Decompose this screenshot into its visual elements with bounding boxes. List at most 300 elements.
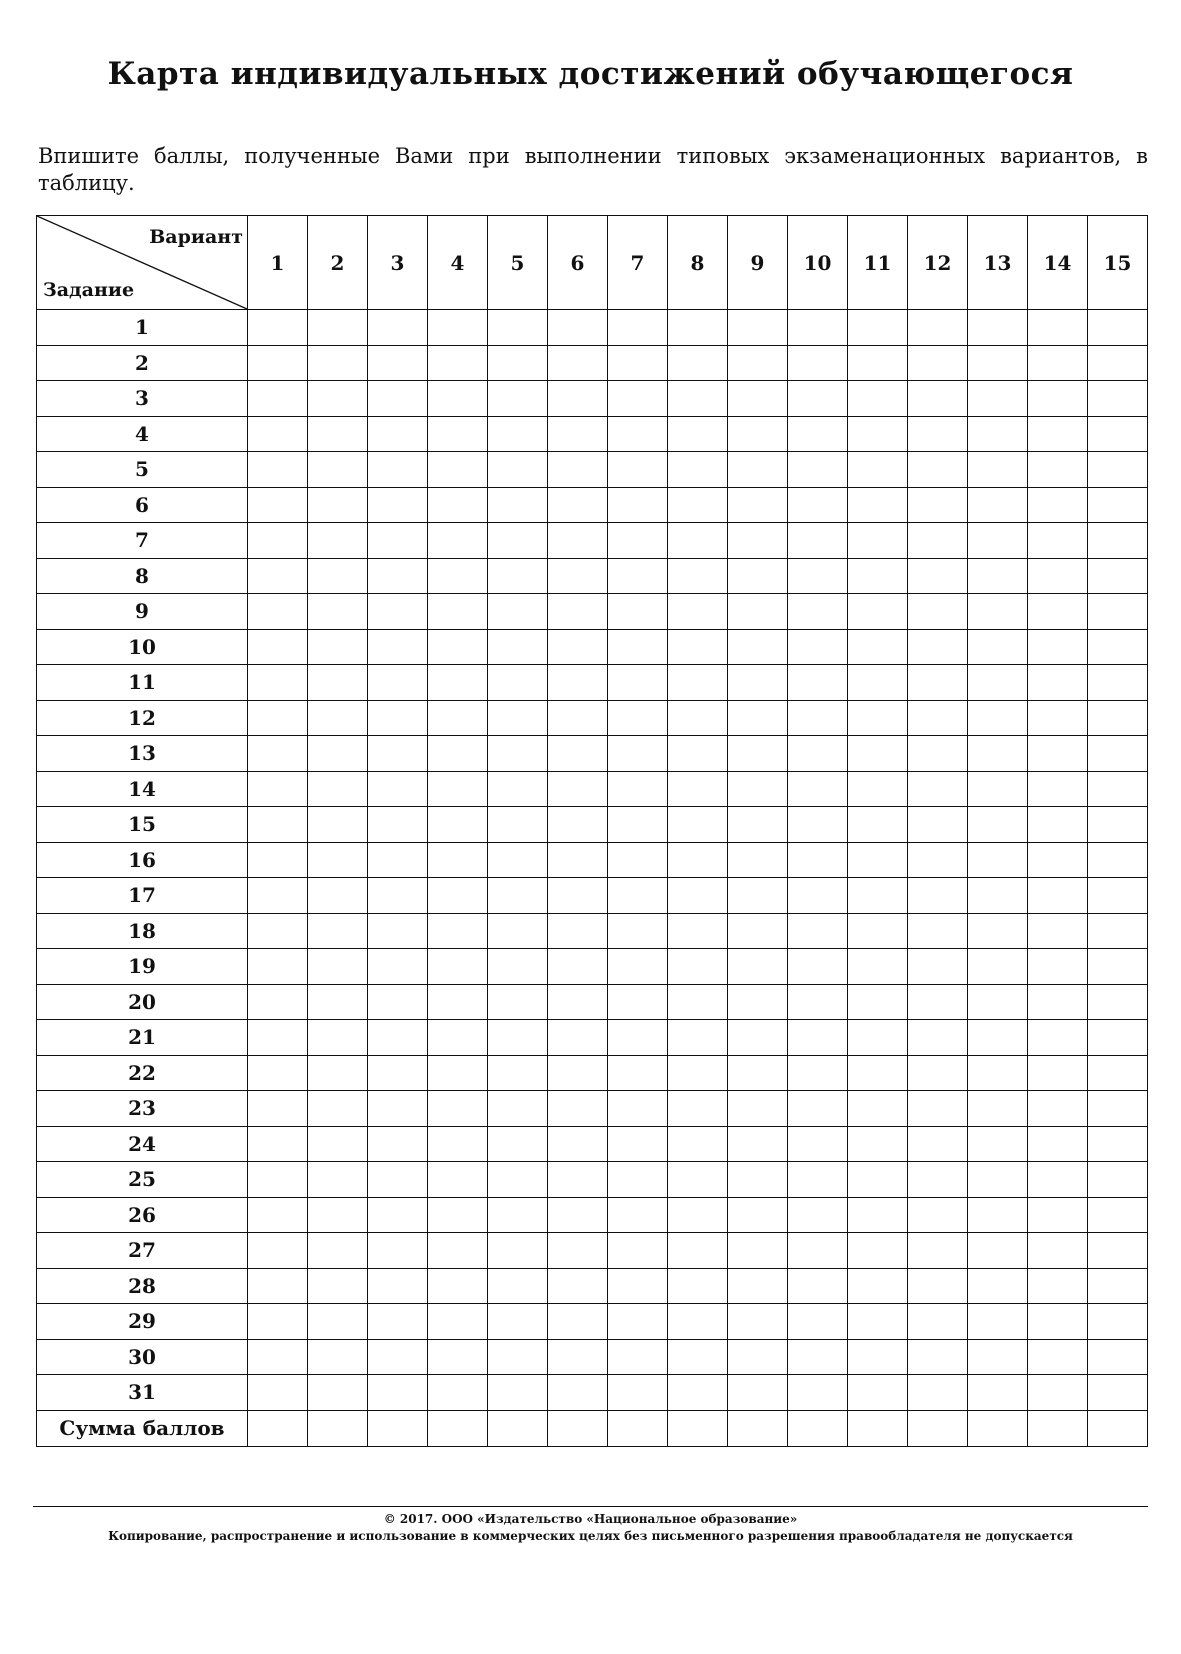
score-cell[interactable] [248, 629, 308, 665]
score-cell[interactable] [848, 1020, 908, 1056]
score-cell[interactable] [1028, 878, 1088, 914]
score-cell[interactable] [428, 1162, 488, 1198]
score-cell[interactable] [788, 629, 848, 665]
score-cell[interactable] [428, 310, 488, 346]
score-cell[interactable] [548, 1410, 608, 1446]
score-cell[interactable] [848, 452, 908, 488]
score-cell[interactable] [308, 1304, 368, 1340]
score-cell[interactable] [548, 1268, 608, 1304]
score-cell[interactable] [248, 1197, 308, 1233]
score-cell[interactable] [248, 1268, 308, 1304]
score-cell[interactable] [548, 416, 608, 452]
score-cell[interactable] [308, 878, 368, 914]
score-cell[interactable] [248, 345, 308, 381]
score-cell[interactable] [368, 594, 428, 630]
score-cell[interactable] [308, 1162, 368, 1198]
score-cell[interactable] [968, 1055, 1028, 1091]
score-cell[interactable] [728, 1304, 788, 1340]
score-cell[interactable] [668, 771, 728, 807]
score-cell[interactable] [848, 629, 908, 665]
score-cell[interactable] [728, 310, 788, 346]
score-cell[interactable] [668, 345, 728, 381]
score-cell[interactable] [848, 700, 908, 736]
score-cell[interactable] [308, 665, 368, 701]
score-cell[interactable] [488, 807, 548, 843]
score-cell[interactable] [368, 487, 428, 523]
score-cell[interactable] [488, 1055, 548, 1091]
score-cell[interactable] [908, 452, 968, 488]
score-cell[interactable] [968, 913, 1028, 949]
score-cell[interactable] [428, 665, 488, 701]
score-cell[interactable] [548, 913, 608, 949]
score-cell[interactable] [848, 807, 908, 843]
score-cell[interactable] [608, 381, 668, 417]
score-cell[interactable] [368, 984, 428, 1020]
score-cell[interactable] [1028, 949, 1088, 985]
score-cell[interactable] [548, 1055, 608, 1091]
score-cell[interactable] [1088, 1410, 1148, 1446]
score-cell[interactable] [248, 1410, 308, 1446]
score-cell[interactable] [308, 487, 368, 523]
score-cell[interactable] [1088, 949, 1148, 985]
score-cell[interactable] [1028, 310, 1088, 346]
score-cell[interactable] [608, 1233, 668, 1269]
score-cell[interactable] [248, 984, 308, 1020]
score-cell[interactable] [848, 1304, 908, 1340]
score-cell[interactable] [308, 700, 368, 736]
score-cell[interactable] [548, 1304, 608, 1340]
score-cell[interactable] [1028, 1020, 1088, 1056]
score-cell[interactable] [248, 949, 308, 985]
score-cell[interactable] [308, 913, 368, 949]
score-cell[interactable] [728, 984, 788, 1020]
score-cell[interactable] [248, 310, 308, 346]
score-cell[interactable] [908, 1091, 968, 1127]
score-cell[interactable] [1088, 381, 1148, 417]
score-cell[interactable] [1088, 487, 1148, 523]
score-cell[interactable] [1088, 1304, 1148, 1340]
score-cell[interactable] [488, 1126, 548, 1162]
score-cell[interactable] [1028, 558, 1088, 594]
score-cell[interactable] [848, 1091, 908, 1127]
score-cell[interactable] [548, 736, 608, 772]
score-cell[interactable] [308, 416, 368, 452]
score-cell[interactable] [788, 913, 848, 949]
score-cell[interactable] [488, 629, 548, 665]
score-cell[interactable] [428, 1233, 488, 1269]
score-cell[interactable] [728, 913, 788, 949]
score-cell[interactable] [968, 345, 1028, 381]
score-cell[interactable] [848, 487, 908, 523]
score-cell[interactable] [368, 1126, 428, 1162]
score-cell[interactable] [788, 345, 848, 381]
score-cell[interactable] [548, 381, 608, 417]
score-cell[interactable] [788, 1268, 848, 1304]
score-cell[interactable] [608, 452, 668, 488]
score-cell[interactable] [728, 416, 788, 452]
score-cell[interactable] [1088, 1091, 1148, 1127]
score-cell[interactable] [248, 1162, 308, 1198]
score-cell[interactable] [668, 310, 728, 346]
score-cell[interactable] [728, 1268, 788, 1304]
score-cell[interactable] [788, 1375, 848, 1411]
score-cell[interactable] [968, 736, 1028, 772]
score-cell[interactable] [548, 523, 608, 559]
score-cell[interactable] [308, 558, 368, 594]
score-cell[interactable] [608, 416, 668, 452]
score-cell[interactable] [1028, 1375, 1088, 1411]
score-cell[interactable] [968, 949, 1028, 985]
score-cell[interactable] [968, 1091, 1028, 1127]
score-cell[interactable] [608, 629, 668, 665]
score-cell[interactable] [848, 665, 908, 701]
score-cell[interactable] [668, 1233, 728, 1269]
score-cell[interactable] [668, 878, 728, 914]
score-cell[interactable] [488, 310, 548, 346]
score-cell[interactable] [428, 416, 488, 452]
score-cell[interactable] [968, 771, 1028, 807]
score-cell[interactable] [788, 984, 848, 1020]
score-cell[interactable] [1088, 878, 1148, 914]
score-cell[interactable] [908, 1410, 968, 1446]
score-cell[interactable] [908, 700, 968, 736]
score-cell[interactable] [548, 452, 608, 488]
score-cell[interactable] [608, 807, 668, 843]
score-cell[interactable] [728, 523, 788, 559]
score-cell[interactable] [848, 1268, 908, 1304]
score-cell[interactable] [1088, 1020, 1148, 1056]
score-cell[interactable] [548, 949, 608, 985]
score-cell[interactable] [728, 594, 788, 630]
score-cell[interactable] [608, 1020, 668, 1056]
score-cell[interactable] [1028, 736, 1088, 772]
score-cell[interactable] [968, 807, 1028, 843]
score-cell[interactable] [248, 452, 308, 488]
score-cell[interactable] [308, 1339, 368, 1375]
score-cell[interactable] [248, 700, 308, 736]
score-cell[interactable] [728, 736, 788, 772]
score-cell[interactable] [668, 1055, 728, 1091]
score-cell[interactable] [848, 523, 908, 559]
score-cell[interactable] [848, 1197, 908, 1233]
score-cell[interactable] [608, 1375, 668, 1411]
score-cell[interactable] [308, 1197, 368, 1233]
score-cell[interactable] [488, 913, 548, 949]
score-cell[interactable] [368, 1233, 428, 1269]
score-cell[interactable] [1028, 381, 1088, 417]
score-cell[interactable] [488, 700, 548, 736]
score-cell[interactable] [368, 1091, 428, 1127]
score-cell[interactable] [248, 913, 308, 949]
score-cell[interactable] [668, 1162, 728, 1198]
score-cell[interactable] [368, 310, 428, 346]
score-cell[interactable] [908, 1304, 968, 1340]
score-cell[interactable] [908, 487, 968, 523]
score-cell[interactable] [668, 1091, 728, 1127]
score-cell[interactable] [368, 523, 428, 559]
score-cell[interactable] [788, 381, 848, 417]
score-cell[interactable] [548, 665, 608, 701]
score-cell[interactable] [308, 807, 368, 843]
score-cell[interactable] [1088, 558, 1148, 594]
score-cell[interactable] [548, 700, 608, 736]
score-cell[interactable] [608, 771, 668, 807]
score-cell[interactable] [788, 949, 848, 985]
score-cell[interactable] [968, 1304, 1028, 1340]
score-cell[interactable] [548, 1233, 608, 1269]
score-cell[interactable] [848, 594, 908, 630]
score-cell[interactable] [1088, 771, 1148, 807]
score-cell[interactable] [548, 1197, 608, 1233]
score-cell[interactable] [1088, 1197, 1148, 1233]
score-cell[interactable] [968, 594, 1028, 630]
score-cell[interactable] [608, 1304, 668, 1340]
score-cell[interactable] [908, 771, 968, 807]
score-cell[interactable] [548, 487, 608, 523]
score-cell[interactable] [548, 984, 608, 1020]
score-cell[interactable] [428, 523, 488, 559]
score-cell[interactable] [728, 1162, 788, 1198]
score-cell[interactable] [608, 310, 668, 346]
score-cell[interactable] [908, 416, 968, 452]
score-cell[interactable] [908, 984, 968, 1020]
score-cell[interactable] [1088, 807, 1148, 843]
score-cell[interactable] [308, 1055, 368, 1091]
score-cell[interactable] [668, 1197, 728, 1233]
score-cell[interactable] [848, 310, 908, 346]
score-cell[interactable] [368, 1162, 428, 1198]
score-cell[interactable] [968, 452, 1028, 488]
score-cell[interactable] [248, 1091, 308, 1127]
score-cell[interactable] [848, 771, 908, 807]
score-cell[interactable] [488, 1233, 548, 1269]
score-cell[interactable] [368, 345, 428, 381]
score-cell[interactable] [248, 807, 308, 843]
score-cell[interactable] [728, 949, 788, 985]
score-cell[interactable] [548, 1020, 608, 1056]
score-cell[interactable] [248, 1020, 308, 1056]
score-cell[interactable] [368, 878, 428, 914]
score-cell[interactable] [368, 913, 428, 949]
score-cell[interactable] [1028, 1304, 1088, 1340]
score-cell[interactable] [608, 1162, 668, 1198]
score-cell[interactable] [728, 1197, 788, 1233]
score-cell[interactable] [368, 1197, 428, 1233]
score-cell[interactable] [908, 1126, 968, 1162]
score-cell[interactable] [848, 416, 908, 452]
score-cell[interactable] [248, 1055, 308, 1091]
score-cell[interactable] [968, 878, 1028, 914]
score-cell[interactable] [848, 878, 908, 914]
score-cell[interactable] [608, 1339, 668, 1375]
score-cell[interactable] [668, 913, 728, 949]
score-cell[interactable] [668, 1020, 728, 1056]
score-cell[interactable] [968, 381, 1028, 417]
score-cell[interactable] [908, 665, 968, 701]
score-cell[interactable] [428, 1304, 488, 1340]
score-cell[interactable] [608, 1268, 668, 1304]
score-cell[interactable] [608, 1410, 668, 1446]
score-cell[interactable] [1088, 594, 1148, 630]
score-cell[interactable] [788, 487, 848, 523]
score-cell[interactable] [728, 1410, 788, 1446]
score-cell[interactable] [908, 842, 968, 878]
score-cell[interactable] [488, 381, 548, 417]
score-cell[interactable] [788, 665, 848, 701]
score-cell[interactable] [488, 523, 548, 559]
score-cell[interactable] [968, 1375, 1028, 1411]
score-cell[interactable] [488, 1268, 548, 1304]
score-cell[interactable] [788, 558, 848, 594]
score-cell[interactable] [1028, 487, 1088, 523]
score-cell[interactable] [788, 700, 848, 736]
score-cell[interactable] [368, 771, 428, 807]
score-cell[interactable] [908, 345, 968, 381]
score-cell[interactable] [1088, 1268, 1148, 1304]
score-cell[interactable] [788, 807, 848, 843]
score-cell[interactable] [788, 736, 848, 772]
score-cell[interactable] [788, 1233, 848, 1269]
score-cell[interactable] [1028, 807, 1088, 843]
score-cell[interactable] [368, 1410, 428, 1446]
score-cell[interactable] [488, 1197, 548, 1233]
score-cell[interactable] [1088, 523, 1148, 559]
score-cell[interactable] [608, 949, 668, 985]
score-cell[interactable] [728, 629, 788, 665]
score-cell[interactable] [308, 1268, 368, 1304]
score-cell[interactable] [488, 842, 548, 878]
score-cell[interactable] [488, 1339, 548, 1375]
score-cell[interactable] [728, 1339, 788, 1375]
score-cell[interactable] [548, 594, 608, 630]
score-cell[interactable] [908, 381, 968, 417]
score-cell[interactable] [308, 1375, 368, 1411]
score-cell[interactable] [1088, 310, 1148, 346]
score-cell[interactable] [428, 345, 488, 381]
score-cell[interactable] [488, 949, 548, 985]
score-cell[interactable] [788, 1339, 848, 1375]
score-cell[interactable] [248, 416, 308, 452]
score-cell[interactable] [908, 558, 968, 594]
score-cell[interactable] [248, 487, 308, 523]
score-cell[interactable] [788, 416, 848, 452]
score-cell[interactable] [788, 1304, 848, 1340]
score-cell[interactable] [1028, 842, 1088, 878]
score-cell[interactable] [308, 381, 368, 417]
score-cell[interactable] [548, 1126, 608, 1162]
score-cell[interactable] [248, 1375, 308, 1411]
score-cell[interactable] [1028, 1055, 1088, 1091]
score-cell[interactable] [368, 381, 428, 417]
score-cell[interactable] [908, 523, 968, 559]
score-cell[interactable] [428, 629, 488, 665]
score-cell[interactable] [1028, 452, 1088, 488]
score-cell[interactable] [1028, 1339, 1088, 1375]
score-cell[interactable] [728, 665, 788, 701]
score-cell[interactable] [788, 1197, 848, 1233]
score-cell[interactable] [248, 1233, 308, 1269]
score-cell[interactable] [668, 1268, 728, 1304]
score-cell[interactable] [788, 1055, 848, 1091]
score-cell[interactable] [1028, 665, 1088, 701]
score-cell[interactable] [968, 1233, 1028, 1269]
score-cell[interactable] [788, 842, 848, 878]
score-cell[interactable] [608, 1126, 668, 1162]
score-cell[interactable] [248, 1126, 308, 1162]
score-cell[interactable] [308, 345, 368, 381]
score-cell[interactable] [788, 1126, 848, 1162]
score-cell[interactable] [908, 1233, 968, 1269]
score-cell[interactable] [248, 736, 308, 772]
score-cell[interactable] [848, 1233, 908, 1269]
score-cell[interactable] [308, 629, 368, 665]
score-cell[interactable] [1088, 1339, 1148, 1375]
score-cell[interactable] [368, 416, 428, 452]
score-cell[interactable] [308, 949, 368, 985]
score-cell[interactable] [488, 1020, 548, 1056]
score-cell[interactable] [668, 594, 728, 630]
score-cell[interactable] [1028, 700, 1088, 736]
score-cell[interactable] [248, 594, 308, 630]
score-cell[interactable] [548, 842, 608, 878]
score-cell[interactable] [668, 487, 728, 523]
score-cell[interactable] [428, 949, 488, 985]
score-cell[interactable] [548, 345, 608, 381]
score-cell[interactable] [968, 1126, 1028, 1162]
score-cell[interactable] [968, 629, 1028, 665]
score-cell[interactable] [728, 345, 788, 381]
score-cell[interactable] [308, 1233, 368, 1269]
score-cell[interactable] [488, 345, 548, 381]
score-cell[interactable] [1028, 1197, 1088, 1233]
score-cell[interactable] [368, 1055, 428, 1091]
score-cell[interactable] [1088, 842, 1148, 878]
score-cell[interactable] [728, 1020, 788, 1056]
score-cell[interactable] [908, 1020, 968, 1056]
score-cell[interactable] [788, 1410, 848, 1446]
score-cell[interactable] [668, 949, 728, 985]
score-cell[interactable] [488, 665, 548, 701]
score-cell[interactable] [248, 523, 308, 559]
score-cell[interactable] [1028, 1410, 1088, 1446]
score-cell[interactable] [848, 1055, 908, 1091]
score-cell[interactable] [908, 736, 968, 772]
score-cell[interactable] [428, 381, 488, 417]
score-cell[interactable] [968, 842, 1028, 878]
score-cell[interactable] [608, 878, 668, 914]
score-cell[interactable] [488, 1410, 548, 1446]
score-cell[interactable] [608, 487, 668, 523]
score-cell[interactable] [908, 949, 968, 985]
score-cell[interactable] [788, 878, 848, 914]
score-cell[interactable] [248, 1304, 308, 1340]
score-cell[interactable] [428, 1410, 488, 1446]
score-cell[interactable] [968, 558, 1028, 594]
score-cell[interactable] [968, 1162, 1028, 1198]
score-cell[interactable] [248, 665, 308, 701]
score-cell[interactable] [908, 878, 968, 914]
score-cell[interactable] [248, 842, 308, 878]
score-cell[interactable] [968, 1268, 1028, 1304]
score-cell[interactable] [908, 1055, 968, 1091]
score-cell[interactable] [668, 558, 728, 594]
score-cell[interactable] [248, 1339, 308, 1375]
score-cell[interactable] [968, 984, 1028, 1020]
score-cell[interactable] [728, 487, 788, 523]
score-cell[interactable] [848, 345, 908, 381]
score-cell[interactable] [428, 452, 488, 488]
score-cell[interactable] [1088, 1233, 1148, 1269]
